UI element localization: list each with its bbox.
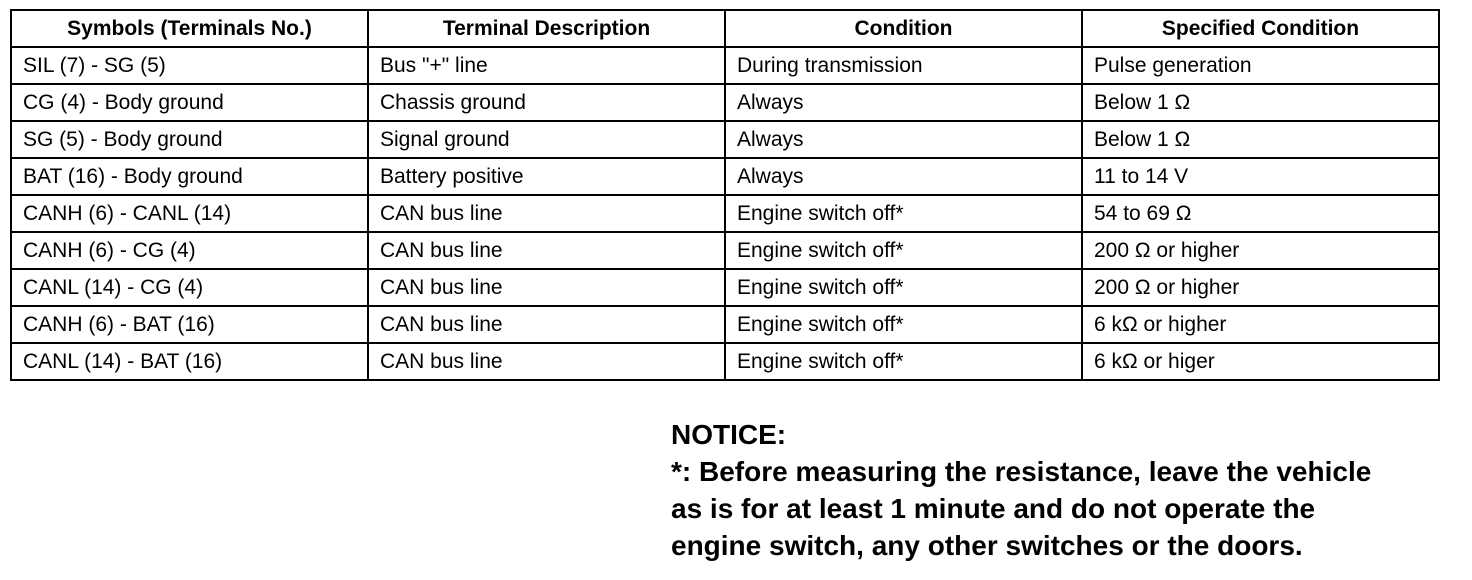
- cell-condition: Always: [725, 158, 1082, 195]
- table-row: [11, 195, 1439, 232]
- header-terminal-description: Terminal Description: [368, 10, 725, 47]
- notice-block: [671, 416, 1461, 564]
- cell-symbols: CANH (6) - CANL (14): [11, 195, 368, 232]
- cell-terminal-description: Chassis ground: [368, 84, 725, 121]
- notice-line: engine switch, any other switches or the doors.: [671, 530, 1303, 561]
- cell-terminal-description: CAN bus line: [368, 269, 725, 306]
- table-row: [11, 269, 1439, 306]
- table-row: [11, 47, 1439, 84]
- table-row: [11, 121, 1439, 158]
- header-condition: Condition: [725, 10, 1082, 47]
- table-row: [11, 158, 1439, 195]
- cell-terminal-description: CAN bus line: [368, 195, 725, 232]
- cell-condition: During transmission: [725, 47, 1082, 84]
- table-row: [11, 84, 1439, 121]
- table-body: [11, 47, 1439, 380]
- cell-symbols: CG (4) - Body ground: [11, 84, 368, 121]
- cell-symbols: SG (5) - Body ground: [11, 121, 368, 158]
- table-row: [11, 232, 1439, 269]
- table-header: [11, 10, 1439, 47]
- notice-line: *: Before measuring the resistance, leave the vehicle: [671, 456, 1372, 487]
- cell-condition: Engine switch off*: [725, 232, 1082, 269]
- cell-condition: Always: [725, 84, 1082, 121]
- cell-symbols: CANH (6) - CG (4): [11, 232, 368, 269]
- table-row: [11, 306, 1439, 343]
- cell-symbols: CANH (6) - BAT (16): [11, 306, 368, 343]
- header-row: [11, 10, 1439, 47]
- cell-symbols: CANL (14) - BAT (16): [11, 343, 368, 380]
- terminal-spec-table: [10, 9, 1440, 381]
- cell-symbols: SIL (7) - SG (5): [11, 47, 368, 84]
- cell-terminal-description: CAN bus line: [368, 232, 725, 269]
- cell-terminal-description: Battery positive: [368, 158, 725, 195]
- cell-condition: Always: [725, 121, 1082, 158]
- cell-specified-condition: 200 Ω or higher: [1082, 269, 1439, 306]
- cell-specified-condition: Below 1 Ω: [1082, 84, 1439, 121]
- header-symbols: Symbols (Terminals No.): [11, 10, 368, 47]
- cell-specified-condition: Pulse generation: [1082, 47, 1439, 84]
- cell-terminal-description: CAN bus line: [368, 306, 725, 343]
- cell-specified-condition: 11 to 14 V: [1082, 158, 1439, 195]
- table-row: [11, 343, 1439, 380]
- cell-symbols: BAT (16) - Body ground: [11, 158, 368, 195]
- cell-specified-condition: 6 kΩ or higer: [1082, 343, 1439, 380]
- cell-specified-condition: 6 kΩ or higher: [1082, 306, 1439, 343]
- cell-condition: Engine switch off*: [725, 269, 1082, 306]
- cell-specified-condition: 200 Ω or higher: [1082, 232, 1439, 269]
- cell-symbols: CANL (14) - CG (4): [11, 269, 368, 306]
- cell-terminal-description: CAN bus line: [368, 343, 725, 380]
- cell-terminal-description: Bus "+" line: [368, 47, 725, 84]
- header-specified-condition: Specified Condition: [1082, 10, 1439, 47]
- cell-condition: Engine switch off*: [725, 306, 1082, 343]
- notice-line: as is for at least 1 minute and do not operate the: [671, 493, 1316, 524]
- cell-specified-condition: 54 to 69 Ω: [1082, 195, 1439, 232]
- cell-condition: Engine switch off*: [725, 343, 1082, 380]
- notice-heading: NOTICE:: [671, 419, 787, 450]
- cell-condition: Engine switch off*: [725, 195, 1082, 232]
- cell-specified-condition: Below 1 Ω: [1082, 121, 1439, 158]
- cell-terminal-description: Signal ground: [368, 121, 725, 158]
